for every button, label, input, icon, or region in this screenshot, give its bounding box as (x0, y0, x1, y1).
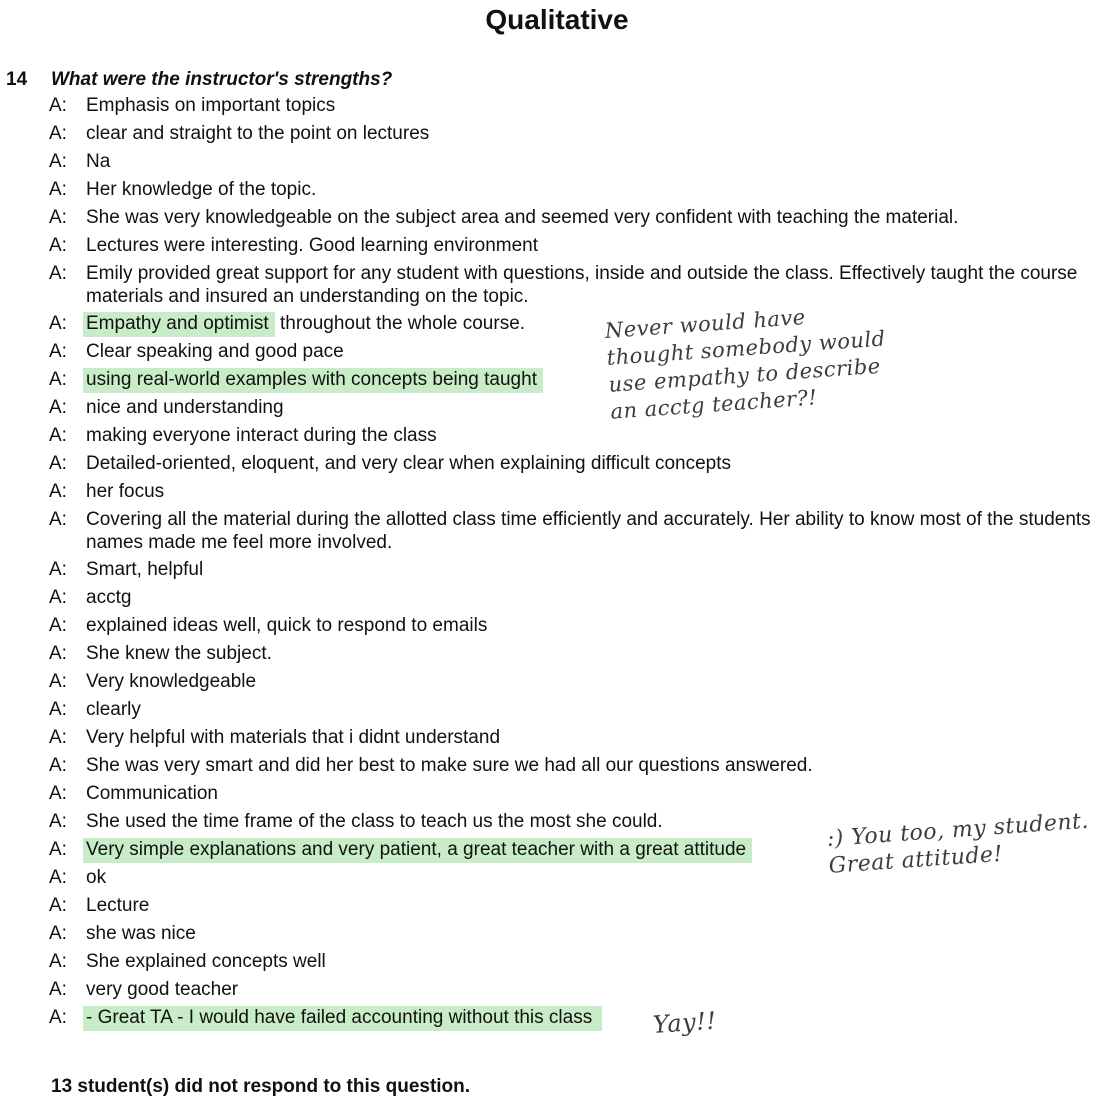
answer-label: A: (49, 839, 67, 860)
answer-highlight: Very simple explanations and very patient, a great teacher with a great attitude (83, 838, 752, 863)
handwritten-note-yay: Yay!! (651, 1006, 718, 1039)
answer-text: Emphasis on important topics (86, 95, 336, 116)
answer-label: A: (49, 671, 67, 692)
answer-item (49, 396, 1109, 424)
answer-text: clearly (86, 699, 141, 720)
answer-text: Smart, helpful (86, 559, 204, 580)
answer-text: She was very knowledgeable on the subject area and seemed very confident with teaching the material. (86, 207, 959, 228)
answer-label: A: (49, 895, 67, 916)
answer-item (49, 670, 1109, 698)
answer-item-highlighted (49, 1006, 1109, 1034)
answer-item (49, 94, 1109, 122)
answer-label: A: (49, 453, 67, 474)
handwritten-note-empathy: Never would have thought somebody would use empathy to describe an acctg teacher?! (604, 304, 887, 424)
answer-text: Emily provided great support for any student with questions, inside and outside the class. Effectively taught the course materials and insured an understanding on the topic. (86, 263, 1078, 307)
answer-item-highlighted (49, 368, 1109, 396)
answer-text: Lecture (86, 895, 150, 916)
answer-highlight: Empathy and optimist (83, 312, 275, 337)
answer-label: A: (49, 123, 67, 144)
answer-text: She was very smart and did her best to make sure we had all our questions answered. (86, 755, 813, 776)
answer-label: A: (49, 263, 67, 284)
answer-label: A: (49, 481, 67, 502)
answer-label: A: (49, 559, 67, 580)
answer-label: A: (49, 95, 67, 116)
answer-text: clear and straight to the point on lectures (86, 123, 430, 144)
answer-item (49, 340, 1109, 368)
answer-text: Detailed-oriented, eloquent, and very clear when explaining difficult concepts (86, 453, 731, 474)
answer-label: A: (49, 369, 67, 390)
answer-item (49, 234, 1109, 262)
answer-label: A: (49, 341, 67, 362)
answer-label: A: (49, 151, 67, 172)
answer-label: A: (49, 615, 67, 636)
answer-label: A: (49, 425, 67, 446)
answer-item (49, 122, 1109, 150)
answer-label: A: (49, 979, 67, 1000)
question-number: 14 (6, 69, 28, 90)
answer-highlight: - Great TA - I would have failed accounting without this class (83, 1006, 602, 1031)
answer-label: A: (49, 643, 67, 664)
answer-text: She used the time frame of the class to teach us the most she could. (86, 811, 663, 832)
answer-label: A: (49, 811, 67, 832)
answer-label: A: (49, 923, 67, 944)
answer-list (49, 94, 1109, 1034)
answer-label: A: (49, 587, 67, 608)
answer-item (49, 754, 1109, 782)
answer-text: her focus (86, 481, 165, 502)
handwritten-note-attitude: :) You too, my student. Great attitude! (826, 808, 1090, 879)
answer-label: A: (49, 699, 67, 720)
answer-text: nice and understanding (86, 397, 284, 418)
answer-label: A: (49, 509, 67, 530)
answer-text: making everyone interact during the class (86, 425, 437, 446)
answer-item (49, 782, 1109, 810)
answer-item (49, 950, 1109, 978)
answer-item (49, 424, 1109, 452)
answer-label: A: (49, 179, 67, 200)
answer-item (49, 922, 1109, 950)
answer-item (49, 178, 1109, 206)
answer-label: A: (49, 727, 67, 748)
answer-text: Very helpful with materials that i didnt understand (86, 727, 501, 748)
answer-text: very good teacher (86, 979, 239, 1000)
answer-label: A: (49, 313, 67, 334)
answer-item (49, 558, 1109, 586)
answer-label: A: (49, 235, 67, 256)
answer-item (49, 508, 1109, 558)
answer-text: throughout the whole course. (274, 313, 526, 334)
answer-label: A: (49, 783, 67, 804)
answer-item (49, 642, 1109, 670)
answer-item (49, 614, 1109, 642)
answer-item (49, 586, 1109, 614)
answer-label: A: (49, 755, 67, 776)
answer-text: She explained concepts well (86, 951, 326, 972)
page-title: Qualitative (485, 4, 629, 35)
answer-label: A: (49, 867, 67, 888)
answer-text: Her knowledge of the topic. (86, 179, 317, 200)
question-text: What were the instructor's strengths? (51, 69, 393, 90)
answer-item (49, 894, 1109, 922)
answer-text: acctg (86, 587, 132, 608)
answer-item (49, 262, 1109, 312)
answer-item (49, 452, 1109, 480)
answer-item (49, 480, 1109, 508)
answer-highlight: using real-world examples with concepts being taught (83, 368, 543, 393)
answer-text: ok (86, 867, 107, 888)
answer-text: She knew the subject. (86, 643, 272, 664)
answer-item (49, 206, 1109, 234)
answer-text: Na (86, 151, 111, 172)
answer-text: Covering all the material during the allotted class time efficiently and accurately. Her ability to know most of the students names made me feel more involved. (86, 509, 1091, 553)
answer-item (49, 150, 1109, 178)
no-response-count: 13 student(s) did not respond to this question. (51, 1076, 471, 1097)
answer-label: A: (49, 1007, 67, 1028)
answer-item (49, 978, 1109, 1006)
answer-text: explained ideas well, quick to respond to emails (86, 615, 488, 636)
answer-label: A: (49, 207, 67, 228)
answer-text: she was nice (86, 923, 196, 944)
answer-item (49, 726, 1109, 754)
answer-text: Very knowledgeable (86, 671, 257, 692)
answer-item (49, 698, 1109, 726)
answer-text: Lectures were interesting. Good learning environment (86, 235, 539, 256)
answer-item-highlighted (49, 312, 1109, 340)
answer-text: Clear speaking and good pace (86, 341, 344, 362)
answer-label: A: (49, 951, 67, 972)
answer-text: Communication (86, 783, 218, 804)
answer-label: A: (49, 397, 67, 418)
